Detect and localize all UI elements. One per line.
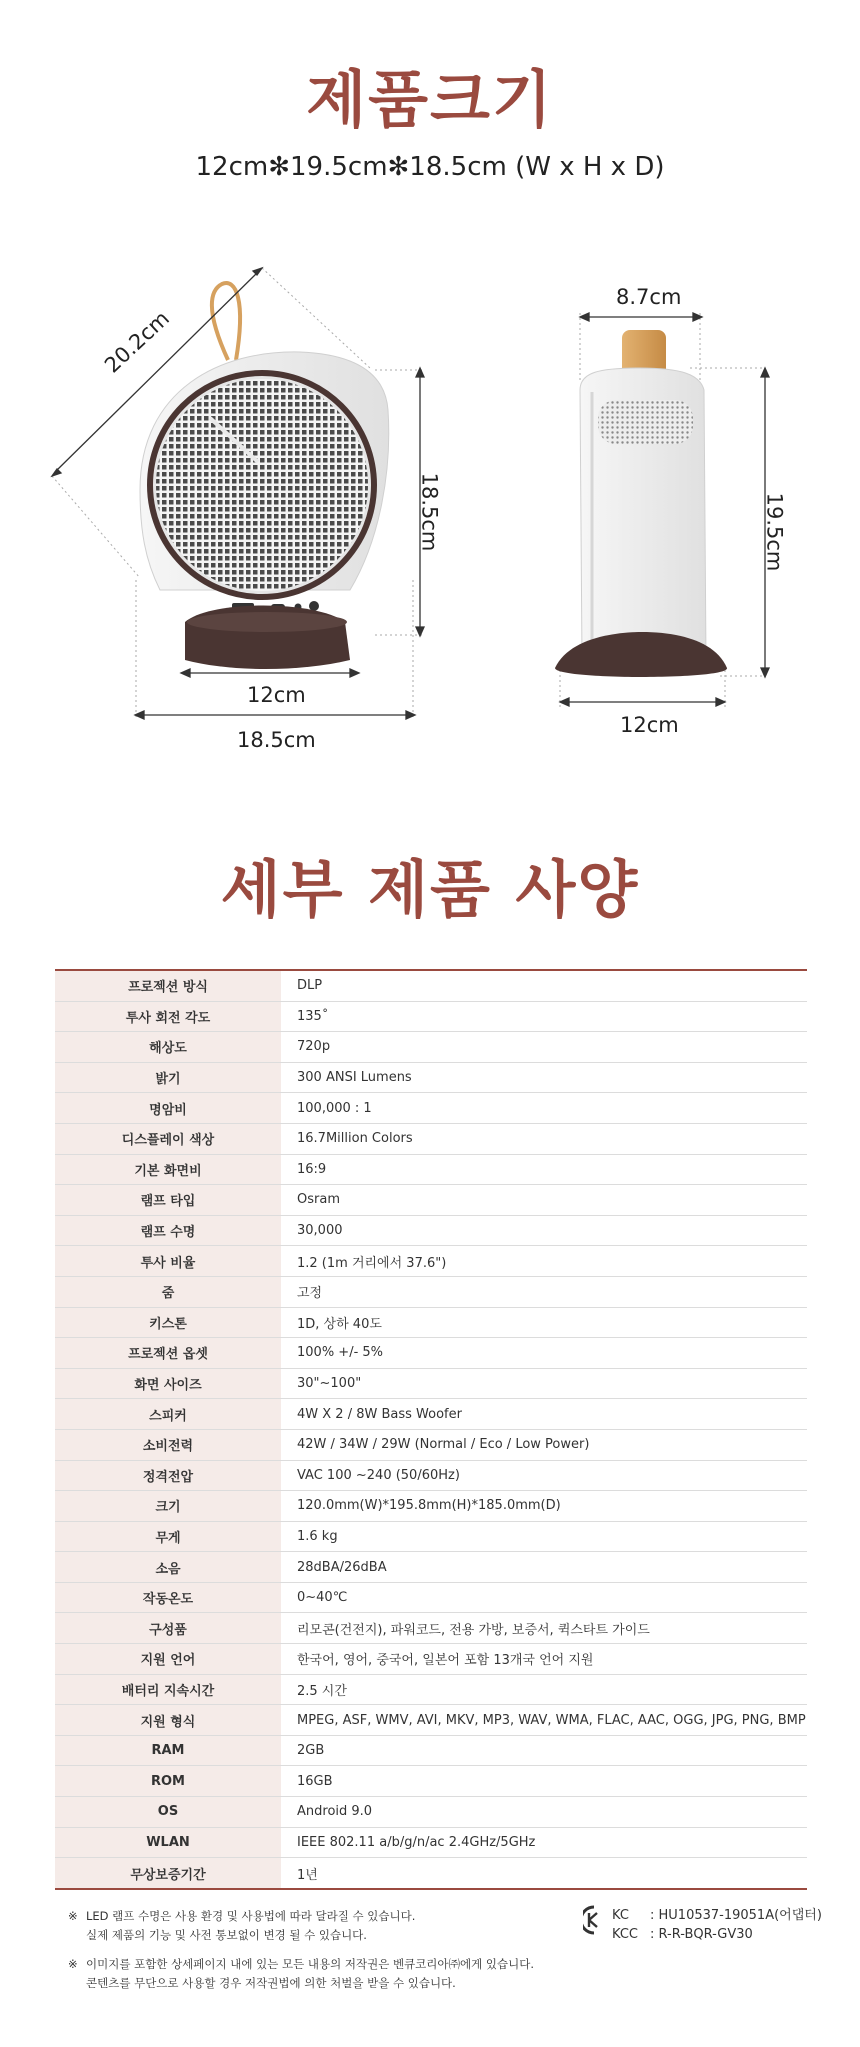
- spec-label: 구성품: [55, 1613, 281, 1644]
- table-row: [55, 1766, 807, 1797]
- spec-label: 명암비: [55, 1093, 281, 1124]
- table-row: [55, 1246, 807, 1277]
- footnote-2-line-2: 콘텐츠를 무단으로 사용할 경우 저작권법에 의한 처벌을 받을 수 있습니다.: [86, 1976, 456, 1990]
- spec-label: 스피커: [55, 1399, 281, 1430]
- spec-value: 16.7Million Colors: [281, 1123, 807, 1154]
- dimensions-text: 12cm✻19.5cm✻18.5cm (W x H x D): [195, 152, 665, 182]
- table-row: [55, 1276, 807, 1307]
- spec-label: 소음: [55, 1552, 281, 1583]
- spec-value: 16:9: [281, 1154, 807, 1185]
- spec-label: 투사 비율: [55, 1246, 281, 1277]
- front-total-width-label: 18.5cm: [237, 728, 316, 752]
- spec-section-title: 세부 제품 사양: [220, 853, 640, 926]
- spec-label: 정격전압: [55, 1460, 281, 1491]
- kcc-value: : R-R-BQR-GV30: [650, 1927, 753, 1942]
- table-row: [55, 1613, 807, 1644]
- table-row: [55, 1399, 807, 1430]
- spec-label: ROM: [55, 1766, 281, 1797]
- side-height-label: 19.5cm: [762, 492, 787, 572]
- spec-value: 28dBA/26dBA: [281, 1552, 807, 1583]
- spec-value: DLP: [281, 970, 807, 1001]
- spec-label: RAM: [55, 1735, 281, 1766]
- spec-value: 1.2 (1m 거리에서 37.6"): [281, 1246, 807, 1277]
- spec-label: 지원 언어: [55, 1644, 281, 1675]
- spec-label: 디스플레이 색상: [55, 1123, 281, 1154]
- footnote-1-line-1: LED 램프 수명은 사용 환경 및 사용법에 따라 달라질 수 있습니다.: [86, 1909, 416, 1923]
- table-row: [55, 1644, 807, 1675]
- table-row: [55, 1185, 807, 1216]
- spec-label: 줌: [55, 1276, 281, 1307]
- table-row: [55, 1827, 807, 1858]
- table-row: [55, 1797, 807, 1828]
- spec-label: 지원 형식: [55, 1705, 281, 1736]
- note-mark: ※: [68, 1909, 78, 1923]
- table-row: [55, 1705, 807, 1736]
- note-mark: ※: [68, 1957, 78, 1971]
- front-view: [52, 268, 425, 720]
- spec-value: 30"~100": [281, 1368, 807, 1399]
- table-row: [55, 1307, 807, 1338]
- spec-label: 램프 타입: [55, 1185, 281, 1216]
- spec-label: 해상도: [55, 1032, 281, 1063]
- spec-value: VAC 100 ~240 (50/60Hz): [281, 1460, 807, 1491]
- spec-label: 크기: [55, 1491, 281, 1522]
- kc-label: KC: [612, 1908, 629, 1923]
- kcc-label: KCC: [612, 1927, 638, 1942]
- spec-value: 리모콘(건전지), 파워코드, 전용 가방, 보증서, 퀵스타트 가이드: [281, 1613, 807, 1644]
- spec-value: 300 ANSI Lumens: [281, 1062, 807, 1093]
- table-row: [55, 1674, 807, 1705]
- table-row: [55, 1582, 807, 1613]
- spec-label: 프로젝션 옵셋: [55, 1338, 281, 1369]
- table-row: [55, 1062, 807, 1093]
- spec-value: MPEG, ASF, WMV, AVI, MKV, MP3, WAV, WMA, FLAC, AAC, OGG, JPG, PNG, BMP: [281, 1705, 807, 1736]
- spec-value: 42W / 34W / 29W (Normal / Eco / Low Power): [281, 1429, 807, 1460]
- spec-label: 무게: [55, 1521, 281, 1552]
- spec-value: 2.5 시간: [281, 1674, 807, 1705]
- spec-label: 밝기: [55, 1062, 281, 1093]
- table-row: [55, 1215, 807, 1246]
- table-row: [55, 1093, 807, 1124]
- front-base-width-label: 12cm: [247, 683, 306, 707]
- table-row: [55, 1460, 807, 1491]
- spec-value: IEEE 802.11 a/b/g/n/ac 2.4GHz/5GHz: [281, 1827, 807, 1858]
- table-row: [55, 1429, 807, 1460]
- spec-label: 배터리 지속시간: [55, 1674, 281, 1705]
- size-section-title: 제품크기: [306, 63, 554, 136]
- spec-label: 기본 화면비: [55, 1154, 281, 1185]
- spec-label: 램프 수명: [55, 1215, 281, 1246]
- spec-value: 한국어, 영어, 중국어, 일본어 포함 13개국 언어 지원: [281, 1644, 807, 1675]
- spec-value: 720p: [281, 1032, 807, 1063]
- table-row: [55, 1491, 807, 1522]
- table-row: [55, 1368, 807, 1399]
- table-row: [55, 1154, 807, 1185]
- spec-value: 0~40℃: [281, 1582, 807, 1613]
- table-row: [55, 1338, 807, 1369]
- footnote-2-line-1: 이미지를 포함한 상세페이지 내에 있는 모든 내용의 저작권은 벤큐코리아㈜에게 있습니다.: [86, 1957, 534, 1971]
- spec-value: 30,000: [281, 1215, 807, 1246]
- spec-value: 1년: [297, 1867, 318, 1883]
- spec-label: 소비전력: [55, 1429, 281, 1460]
- spec-value: 100% +/- 5%: [281, 1338, 807, 1369]
- spec-label: WLAN: [55, 1827, 281, 1858]
- table-row: [55, 1521, 807, 1552]
- kc-value: : HU10537-19051A(어댑터): [650, 1908, 822, 1923]
- spec-value: 4W X 2 / 8W Bass Woofer: [281, 1399, 807, 1430]
- table-row: [55, 1735, 807, 1766]
- table-row: [55, 970, 807, 1001]
- spec-value: 16GB: [281, 1766, 807, 1797]
- table-row: [55, 1552, 807, 1583]
- table-row: [55, 1858, 807, 1889]
- spec-value: 120.0mm(W)*195.8mm(H)*185.0mm(D): [281, 1491, 807, 1522]
- table-row: [55, 1001, 807, 1032]
- footnote-1-line-2: 실제 제품의 기능 및 사전 통보없이 변경 될 수 있습니다.: [86, 1928, 367, 1942]
- side-view: [555, 313, 769, 710]
- spec-value: 135˚: [281, 1001, 807, 1032]
- footnote-1: [68, 1907, 415, 1945]
- spec-value: 100,000 : 1: [281, 1093, 807, 1124]
- spec-label: 키스톤: [55, 1307, 281, 1338]
- spec-label: 화면 사이즈: [55, 1368, 281, 1399]
- spec-value: Osram: [281, 1185, 807, 1216]
- kc-certification: [612, 1906, 822, 1944]
- spec-value: 2GB: [281, 1735, 807, 1766]
- spec-value: 고정: [281, 1276, 807, 1307]
- front-diagonal-label: 20.2cm: [100, 306, 174, 378]
- footnote-2: [68, 1955, 534, 1993]
- spec-value: 1D, 상하 40도: [281, 1307, 807, 1338]
- table-row: [55, 1123, 807, 1154]
- spec-label: 무상보증기간: [55, 1858, 281, 1889]
- spec-label: 프로젝션 방식: [55, 970, 281, 1001]
- side-depth-label: 8.7cm: [616, 285, 682, 309]
- spec-label: 투사 회전 각도: [55, 1001, 281, 1032]
- spec-value: Android 9.0: [281, 1797, 807, 1828]
- spec-label: OS: [55, 1797, 281, 1828]
- spec-label: 작동온도: [55, 1582, 281, 1613]
- table-row: [55, 1032, 807, 1063]
- kc-mark-icon: [583, 1905, 605, 1935]
- spec-table: [55, 969, 807, 1890]
- spec-value: 1.6 kg: [281, 1521, 807, 1552]
- front-height-label: 18.5cm: [417, 472, 442, 552]
- side-base-width-label: 12cm: [620, 713, 679, 737]
